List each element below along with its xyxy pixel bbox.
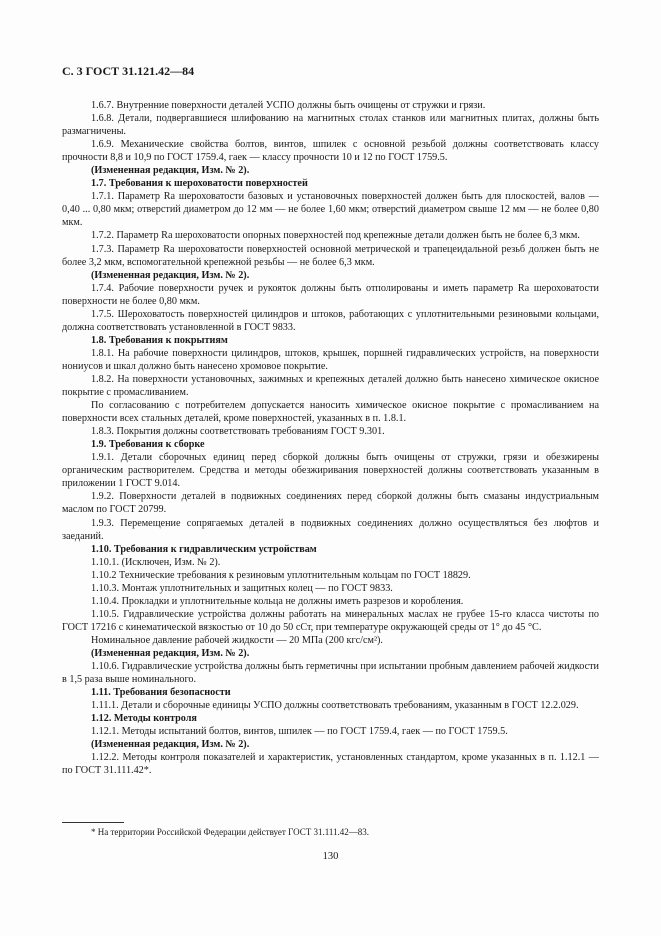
paragraph: По согласованию с потребителем допускается наносить химическое окисное покрытие с промасливанием на поверхности всех стальных деталей, кроме поверхностей, указанных в п. 1.8.1. bbox=[62, 400, 599, 425]
paragraph: 1.10.2 Технические требования к резиновым уплотнительным кольцам по ГОСТ 18829. bbox=[91, 569, 471, 581]
section-heading: 1.10. Требования к гидравлическим устройствам bbox=[91, 543, 317, 555]
amendment-note: (Измененная редакция, Изм. № 2). bbox=[91, 165, 250, 177]
paragraph: Номинальное давление рабочей жидкости — 20 МПа (200 кгс/см²). bbox=[91, 634, 383, 646]
section-heading: 1.8. Требования к покрытиям bbox=[91, 334, 228, 346]
paragraph: 1.10.6. Гидравлические устройства должны быть герметичны при испытании пробным давлением рабочей жидкости в 1,5 раза выше номинального. bbox=[62, 661, 599, 686]
paragraph: 1.10.3. Монтаж уплотнительных и защитных колец — по ГОСТ 9833. bbox=[91, 582, 393, 594]
footnote-rule bbox=[62, 822, 124, 823]
paragraph: 1.6.9. Механические свойства болтов, винтов, шпилек с основной резьбой должны соответствовать классу прочности 8,8 и 10,9 по ГОСТ 1759.4, гаек — классу прочности 10 и 12 по ГОСТ 1759.5. bbox=[62, 139, 599, 164]
section-heading: 1.12. Методы контроля bbox=[91, 713, 197, 725]
section-heading: 1.7. Требования к шероховатости поверхностей bbox=[91, 178, 308, 190]
paragraph: 1.10.4. Прокладки и уплотнительные кольца не должны иметь разрезов и коробления. bbox=[91, 595, 464, 607]
document-body bbox=[62, 99, 599, 777]
footnote: * На территории Российской Федерации действует ГОСТ 31.111.42—83. bbox=[91, 827, 370, 837]
paragraph: 1.7.3. Параметр Ra шероховатости поверхностей основной метрической и трапецеидальной резьб должен быть не более 3,2 мкм, вспомогательной крепежной резьбы — не более 6,3 мкм. bbox=[62, 243, 599, 268]
paragraph: 1.6.7. Внутренние поверхности деталей УСПО должны быть очищены от стружки и грязи. bbox=[91, 100, 486, 111]
paragraph: 1.7.2. Параметр Ra шероховатости опорных поверхностей под крепежные детали должен быть не более 6,3 мкм. bbox=[91, 230, 580, 242]
paragraph: 1.6.8. Детали, подвергавшиеся шлифованию на магнитных столах станков или магнитных плитах, должны быть размагничены. bbox=[62, 113, 599, 138]
page-header: С. 3 ГОСТ 31.121.42—84 bbox=[62, 64, 195, 78]
paragraph: 1.7.5. Шероховатость поверхностей цилиндров и штоков, работающих с уплотнительными резиновыми кольцами, должна соответствовать установленной в ГОСТ 9833. bbox=[62, 308, 599, 333]
section-heading: 1.11. Требования безопасности bbox=[91, 687, 231, 699]
paragraph: 1.7.4. Рабочие поверхности ручек и рукояток должны быть отполированы и иметь параметр Ra шероховатости поверхности не более 0,80 мкм. bbox=[62, 282, 599, 307]
paragraph: 1.8.1. На рабочие поверхности цилиндров, штоков, крышек, поршней гидравлических устройств, на поверхности нониусов и шкал должно быть нанесено хромовое покрытие. bbox=[62, 347, 599, 372]
paragraph: 1.12.1. Методы испытаний болтов, винтов, шпилек — по ГОСТ 1759.4, гаек — по ГОСТ 1759.5. bbox=[91, 726, 508, 738]
amendment-note: (Измененная редакция, Изм. № 2). bbox=[91, 269, 250, 281]
amendment-note: (Измененная редакция, Изм. № 2). bbox=[91, 739, 250, 751]
section-heading: 1.9. Требования к сборке bbox=[91, 439, 205, 451]
paragraph: 1.8.3. Покрытия должны соответствовать требованиям ГОСТ 9.301. bbox=[91, 426, 385, 438]
paragraph: 1.9.2. Поверхности деталей в подвижных соединениях перед сборкой должны быть смазаны индустриальным маслом по ГОСТ 20799. bbox=[62, 491, 599, 516]
paragraph: 1.10.1. (Исключен, Изм. № 2). bbox=[91, 556, 221, 568]
paragraph: 1.9.1. Детали сборочных единиц перед сборкой должны быть очищены от стружки, грязи и обезжирены органическим растворителем. Средства и методы обезжиривания поверхностей должны соответствовать указанным в приложении 1 ГОСТ 9.014. bbox=[62, 452, 599, 490]
amendment-note: (Измененная редакция, Изм. № 2). bbox=[91, 647, 250, 659]
paragraph: 1.11.1. Детали и сборочные единицы УСПО должны соответствовать требованиям, указанным в ГОСТ 12.2.029. bbox=[91, 700, 579, 712]
paragraph: 1.12.2. Методы контроля показателей и характеристик, установленных стандартом, кроме указанных в п. 1.12.1 — по ГОСТ 31.111.42*. bbox=[62, 752, 599, 777]
paragraph: 1.7.1. Параметр Ra шероховатости базовых и установочных поверхностей должен быть для плоскостей, валов — 0,40 ... 0,80 мкм; отверстий диаметром до 12 мм — не более 1,60 мкм; отверстий диаметром свыше 12 мм — не более 0,80 мкм. bbox=[62, 191, 599, 229]
paragraph: 1.9.3. Перемещение сопрягаемых деталей в подвижных соединениях должно осуществляться без люфтов и заеданий. bbox=[62, 517, 599, 542]
page-number: 130 bbox=[322, 851, 339, 862]
paragraph: 1.10.5. Гидравлические устройства должны работать на минеральных маслах не грубее 15-го класса чистоты по ГОСТ 17216 с кинематической вязкостью от 10 до 50 сСт, при температуре окружающей среды от 1° до 45 °С. bbox=[62, 608, 599, 633]
paragraph: 1.8.2. На поверхности установочных, зажимных и крепежных деталей должно быть нанесено химическое окисное покрытие с промасливанием. bbox=[62, 373, 599, 399]
